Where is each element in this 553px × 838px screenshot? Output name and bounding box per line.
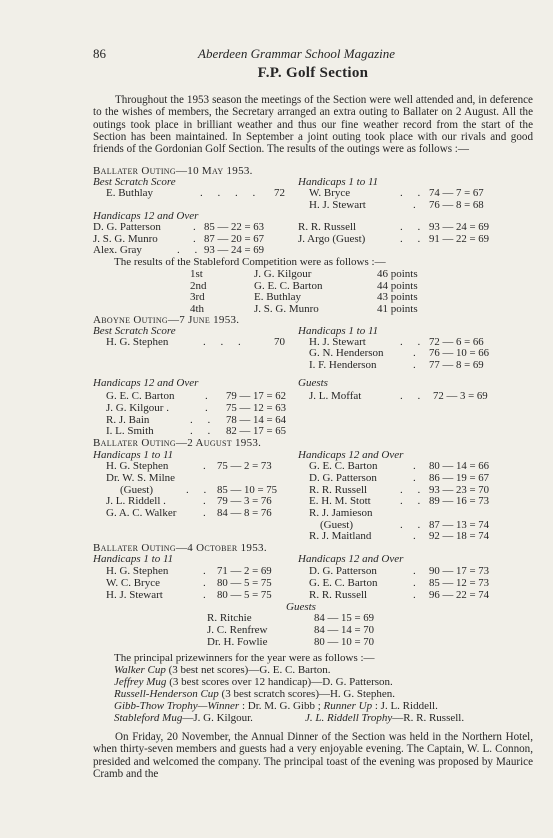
outing3-hcp1-head: Handicaps 1 to 11 [93,449,174,461]
outing3-right-dots: . [413,472,422,484]
stableford-points: 41 points [377,303,418,315]
outing3-right-dots: . . [400,495,427,507]
outing3-left-name: H. G. Stephen [106,460,169,472]
outing4-left-score: 80 — 5 = 75 [217,577,272,589]
outing1-best-scratch-head: Best Scratch Score [93,176,176,188]
outing3-left-dots: . . [186,484,213,496]
outing3-right-name: E. H. M. Stott [309,495,371,507]
outing1-hcp12-dots: . [193,221,202,233]
outing4-right-dots: . [413,565,422,577]
stableford-name: E. Buthlay [254,291,302,303]
outing2-hcp12-score: 82 — 17 = 65 [226,425,287,437]
outing2-hcp12-name: G. E. C. Barton [106,390,175,402]
outing3-left-score: 75 — 2 = 73 [217,460,272,472]
outing3-left-score: 84 — 8 = 76 [217,507,272,519]
outing1-hcp12-name: D. G. Patterson [93,221,161,233]
outing4-left-dots: . [203,589,212,601]
outing2-hcp12-dots: . . [190,414,217,426]
outing3-left-dots: . [203,460,212,472]
outing3-left-score: 85 — 10 = 75 [217,484,278,496]
outing2-hcp12-score: 78 — 14 = 64 [226,414,287,426]
outing4-guests-head: Guests [286,601,316,613]
outing4-guest-score: 80 — 10 = 70 [314,636,375,648]
outing1-hcp1-dots: . . [400,187,427,199]
outing2-hcp1-dots: . [413,359,422,371]
outing2-hcp1-head: Handicaps 1 to 11 [298,325,379,337]
outing1-hcp12-score: 93 — 24 = 69 [429,221,490,233]
outing3-right-score: 80 — 14 = 66 [429,460,490,472]
outing3-right-dots: . [413,460,422,472]
outing4-left-dots: . [203,577,212,589]
outing1-hcp1-dots: . [413,199,422,211]
closing-paragraph: On Friday, 20 November, the Annual Dinner of the Section was held in the Northern Hotel, when thirty-seven members and guests had a very enjoyable evening. The Captain, W. L. Connon, presided and welcomed the company. The principal toast of the evening was proposed by Maurice Cramb and the [93,731,533,780]
outing3-left-dots: . [203,507,212,519]
outing2-hcp1-score: 72 — 6 = 66 [429,336,484,348]
outing4-guest-name: R. Ritchie [207,612,252,624]
outing4-left-name: W. C. Bryce [106,577,160,589]
outing1-scratch-score: 72 [274,187,285,199]
stableford-name: J. S. G. Munro [254,303,319,315]
outing3-right-name: R. J. Maitland [309,530,372,542]
stableford-pos: 1st [190,268,203,280]
outing4-right-name: D. G. Patterson [309,565,377,577]
section-title: F.P. Golf Section [257,65,369,81]
outing4-guest-name: J. C. Renfrew [207,624,268,636]
outing2-hcp12-name: R. J. Bain [106,414,150,426]
stableford-intro: The results of the Stableford Competition were as follows :— [114,256,386,268]
outing1-hcp1-name: H. J. Stewart [309,199,366,211]
outing2-hcp1-name: I. F. Henderson [309,359,377,371]
outing1-hcp1-score: 76 — 8 = 68 [429,199,484,211]
outing4-left-score: 80 — 5 = 75 [217,589,272,601]
outing4-guest-score: 84 — 15 = 69 [314,612,375,624]
outing3-right-name: G. E. C. Barton [309,460,378,472]
outing4-right-name: G. E. C. Barton [309,577,378,589]
outing1-hcp12-dots: . . [400,233,427,245]
outing4-left-score: 71 — 2 = 69 [217,565,272,577]
outing2-guest-dots: . . [400,390,427,402]
prize-line: Walker Cup (3 best net scores)—G. E. C. Barton. [114,664,331,676]
outing1-hcp12-score: 91 — 22 = 69 [429,233,490,245]
outing3-right-score: 89 — 16 = 73 [429,495,490,507]
running-header [93,47,533,63]
outing1-scratch-dots: . . . . [200,187,262,199]
stableford-points: 46 points [377,268,418,280]
outing4-heading: Ballater Outing—4 October 1953. [93,542,267,554]
outing1-hcp12-name: J. Argo (Guest) [298,233,366,245]
outing2-best-scratch-head: Best Scratch Score [93,325,176,337]
outing2-scratch-score: 70 [274,336,285,348]
outing3-right-score: 93 — 23 = 70 [429,484,490,496]
outing1-hcp12-name: Alex. Gray [93,244,142,256]
outing4-right-dots: . [413,577,422,589]
outing4-guest-score: 84 — 14 = 70 [314,624,375,636]
outing2-hcp12-dots: . . [190,425,217,437]
outing2-guest-score: 72 — 3 = 69 [433,390,488,402]
outing4-right-name: R. R. Russell [309,589,368,601]
outing4-left-name: H. G. Stephen [106,565,169,577]
outing1-hcp12-head: Handicaps 12 and Over [93,210,199,222]
stableford-name: G. E. C. Barton [254,280,323,292]
outing4-right-score: 85 — 12 = 73 [429,577,490,589]
outing3-right-name: R. J. Jamieson [309,507,373,519]
outing3-left-name: J. L. Riddell . [106,495,166,507]
outing4-left-dots: . [203,565,212,577]
outing2-hcp1-name: G. N. Henderson [309,347,384,359]
stableford-pos: 4th [190,303,205,315]
outing3-right-name: (Guest) [320,519,353,531]
outing2-guests-head: Guests [298,377,328,389]
outing1-hcp12-name: J. S. G. Munro [93,233,158,245]
outing2-hcp12-dots: . [205,402,214,414]
outing1-hcp12-dots: . . [177,244,204,256]
outing3-right-score: 86 — 19 = 67 [429,472,490,484]
outing1-hcp1-name: W. Bryce [309,187,351,199]
outing2-hcp12-name: J. G. Kilgour . [106,402,169,414]
prizes-intro: The principal prizewinners for the year were as follows :— [114,652,375,664]
outing2-hcp12-score: 75 — 12 = 63 [226,402,287,414]
outing3-left-score: 79 — 3 = 76 [217,495,272,507]
intro-paragraph: Throughout the 1953 season the meetings of the Section were well attended and, in deference to the wishes of members, the Secretary arranged an extra outing to Ballater on 2 August. All the outings took place in brilliant weather and thus our fine weather record from the start of the Section has been maintained. In September a joint outing took place with our rivals and good friends of the Gordonian Golf Section. The results of the outings were as follows :— [93,94,533,156]
outing2-hcp1-dots: . . [400,336,427,348]
outing3-hcp12-head: Handicaps 12 and Over [298,449,404,461]
outing1-hcp1-score: 74 — 7 = 67 [429,187,484,199]
outing4-left-name: H. J. Stewart [106,589,163,601]
prize-line: Jeffrey Mug (3 best scores over 12 handicap)—D. G. Patterson. [114,676,393,688]
outing3-heading: Ballater Outing—2 August 1953. [93,437,262,449]
magazine-title: Aberdeen Grammar School Magazine [198,46,396,61]
outing3-left-dots: . [203,495,212,507]
outing3-right-dots: . . [400,519,427,531]
outing3-right-dots: . [413,530,422,542]
outing4-right-score: 90 — 17 = 73 [429,565,490,577]
outing3-left-name: G. A. C. Walker [106,507,177,519]
stableford-name: J. G. Kilgour [254,268,312,280]
outing3-left-name: (Guest) [120,484,153,496]
outing4-right-dots: . [413,589,422,601]
outing1-hcp12-score: 87 — 20 = 67 [204,233,265,245]
stableford-pos: 2nd [190,280,207,292]
outing2-hcp1-score: 76 — 10 = 66 [429,347,490,359]
outing3-right-score: 92 — 18 = 74 [429,530,490,542]
outing3-right-name: D. G. Patterson [309,472,377,484]
stableford-points: 44 points [377,280,418,292]
outing1-hcp1-head: Handicaps 1 to 11 [298,176,379,188]
outing3-right-name: R. R. Russell [309,484,368,496]
outing3-right-score: 87 — 13 = 74 [429,519,490,531]
outing2-hcp12-dots: . [205,390,214,402]
outing1-scratch-name: E. Buthlay [106,187,154,199]
outing2-hcp1-score: 77 — 8 = 69 [429,359,484,371]
outing2-scratch-name: H. G. Stephen [106,336,169,348]
outing2-guest-name: J. L. Moffat [309,390,362,402]
outing2-hcp1-name: H. J. Stewart [309,336,366,348]
outing4-right-score: 96 — 22 = 74 [429,589,490,601]
outing3-right-dots: . . [400,484,427,496]
prize-line: Russell-Henderson Cup (3 best scratch scores)—H. G. Stephen. [114,688,396,700]
outing2-hcp12-head: Handicaps 12 and Over [93,377,199,389]
prize-line-gibb: Gibb-Thow Trophy—Winner : Dr. M. G. Gibb ; Runner Up : J. L. Riddell. [114,700,438,712]
outing4-hcp1-head: Handicaps 1 to 11 [93,553,174,565]
outing2-heading: Aboyne Outing—7 June 1953. [93,314,240,326]
prize-line-riddell: J. L. Riddell Trophy—R. R. Russell. [305,712,465,724]
outing4-hcp12-head: Handicaps 12 and Over [298,553,404,565]
page-number: 86 [93,46,106,61]
outing2-scratch-dots: . . . [203,336,247,348]
outing3-left-name: Dr. W. S. Milne [106,472,176,484]
stableford-pos: 3rd [190,291,205,303]
outing1-hcp12-score: 93 — 24 = 69 [204,244,265,256]
outing4-guest-name: Dr. H. Fowlie [207,636,268,648]
outing2-hcp12-score: 79 — 17 = 62 [226,390,287,402]
outing1-hcp12-dots: . . [400,221,427,233]
outing1-hcp12-name: R. R. Russell [298,221,357,233]
stableford-points: 43 points [377,291,418,303]
outing1-hcp12-score: 85 — 22 = 63 [204,221,265,233]
outing2-hcp1-dots: . [413,347,422,359]
prize-line-stableford: Stableford Mug—J. G. Kilgour. [114,712,253,724]
outing1-hcp12-dots: . [193,233,202,245]
outing2-hcp12-name: I. L. Smith [106,425,154,437]
outing1-heading: Ballater Outing—10 May 1953. [93,165,253,177]
